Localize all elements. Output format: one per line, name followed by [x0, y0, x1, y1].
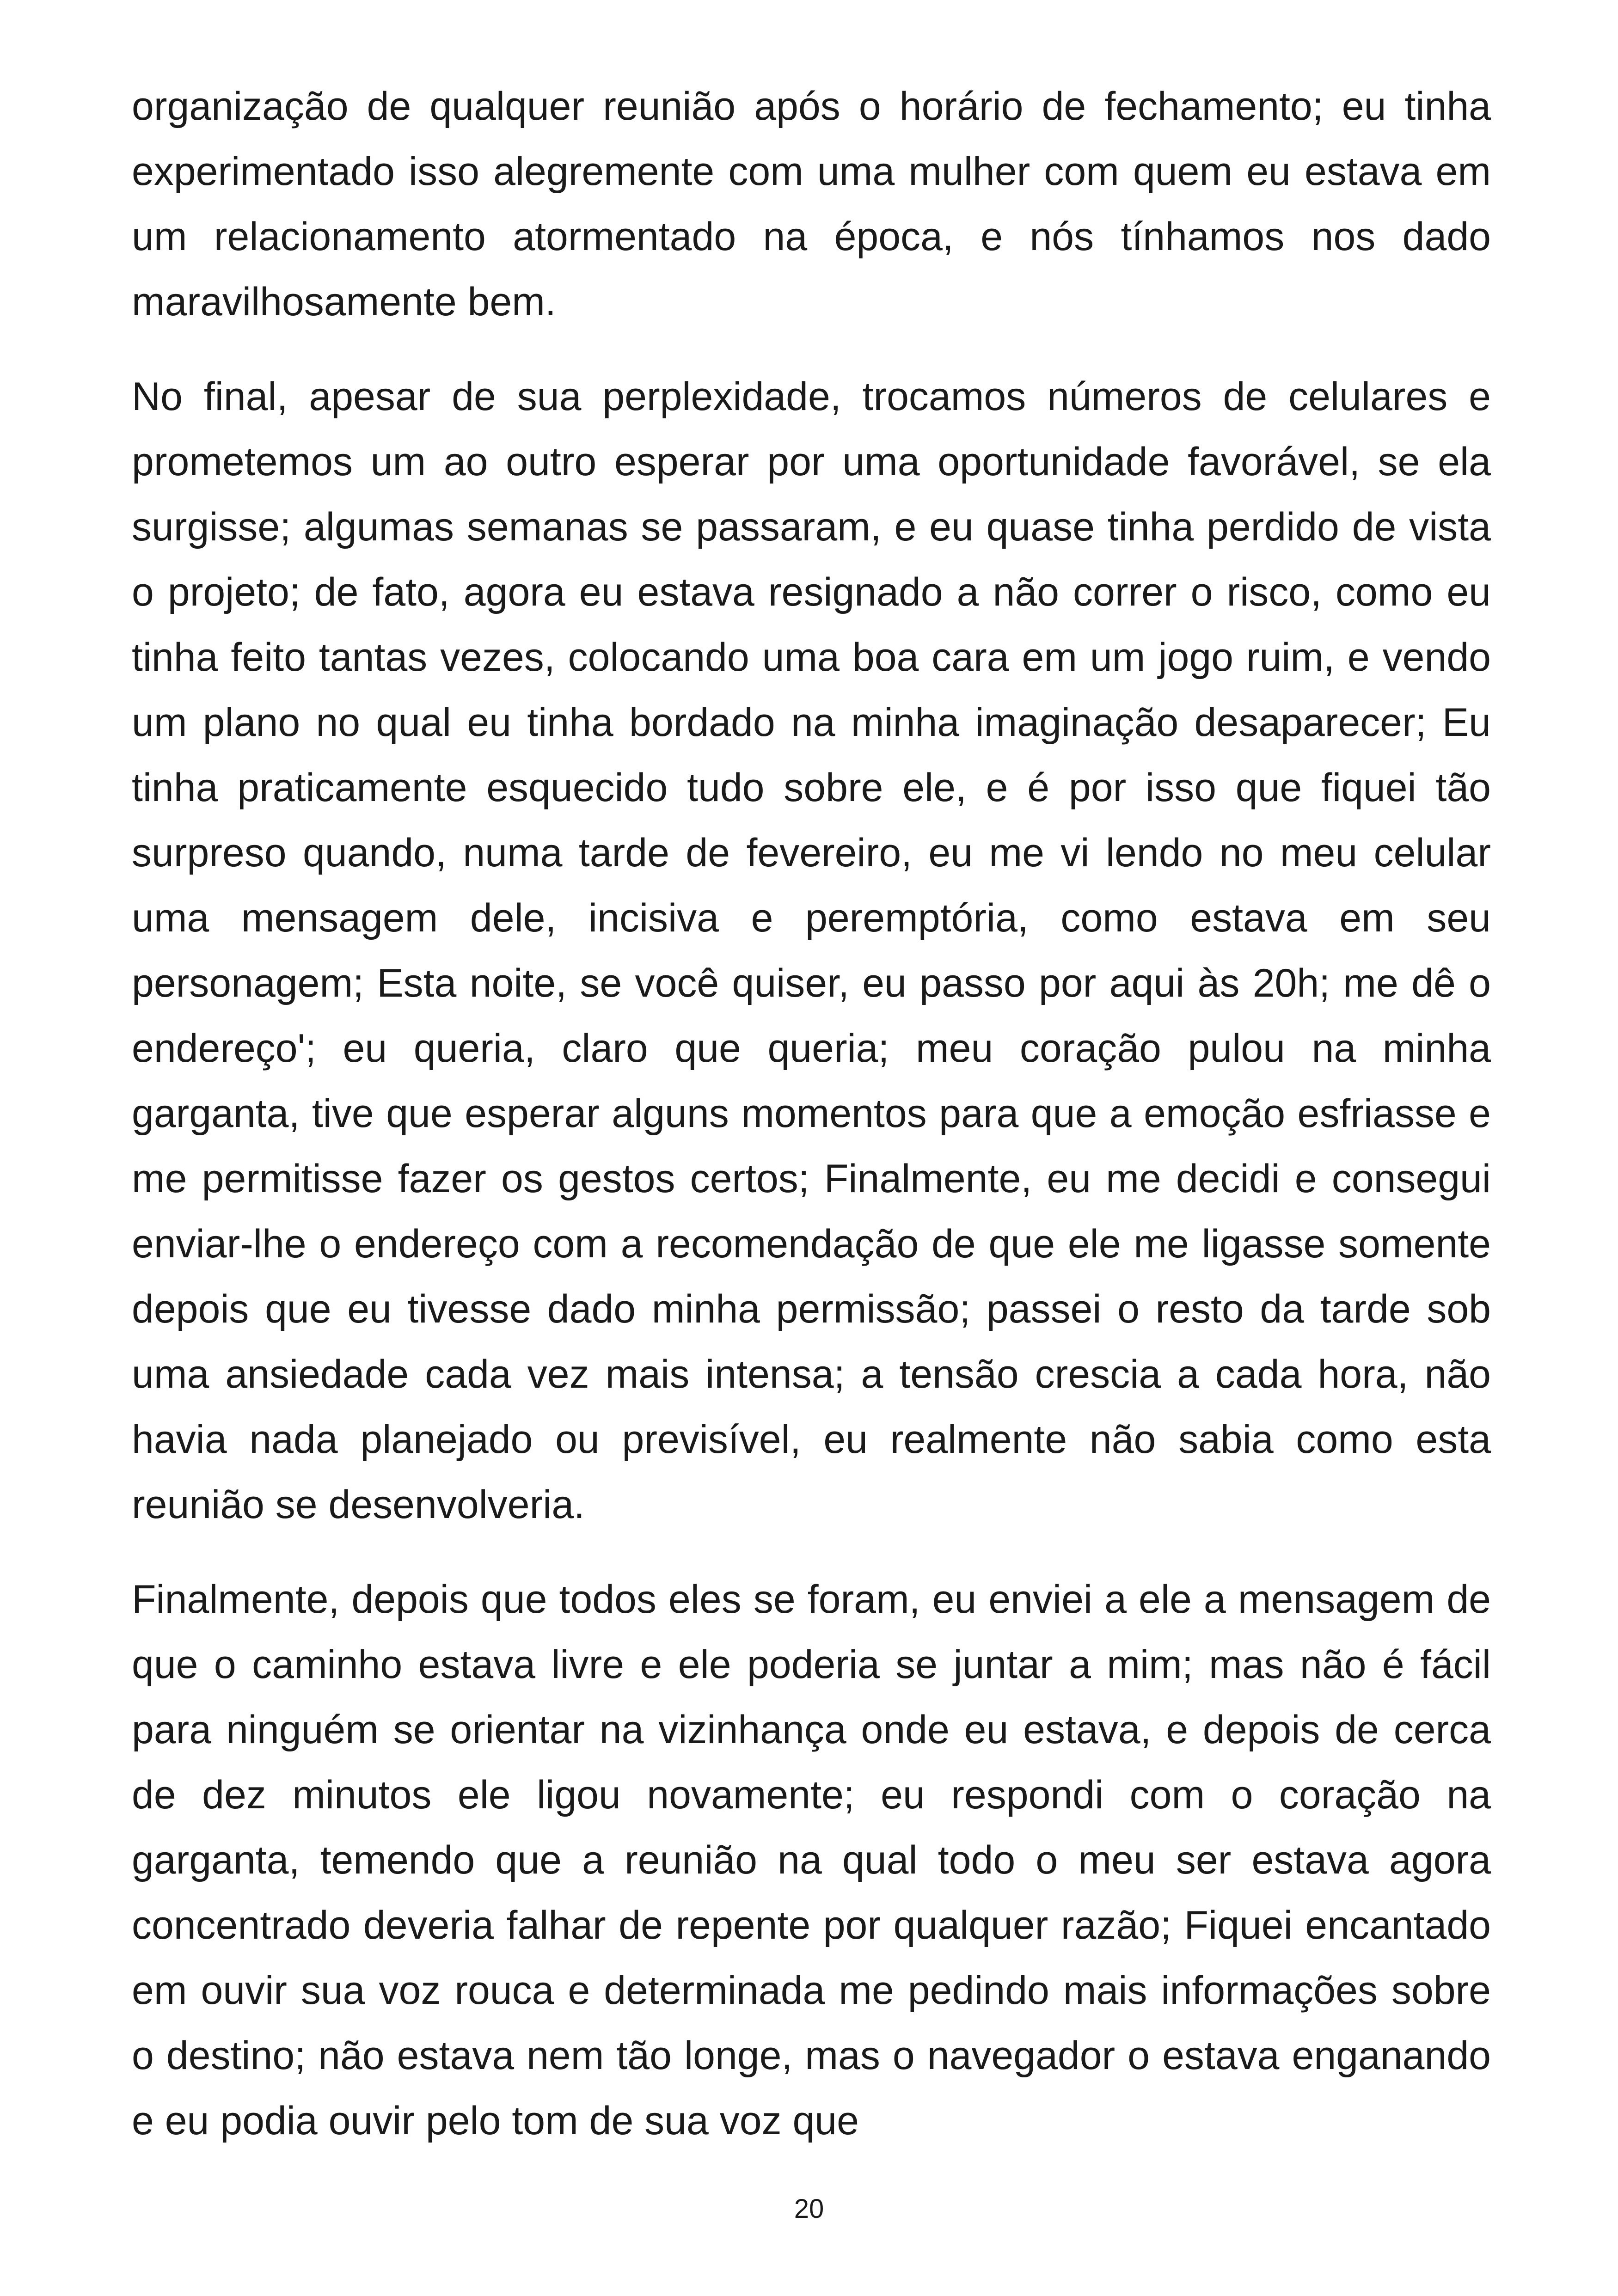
paragraph-3: Finalmente, depois que todos eles se foram, eu enviei a ele a mensagem de que o caminho estava livre e ele poderia se juntar a mim; mas não é fácil para ninguém se orientar na vizinhança onde eu estava, e depois de cerca de dez minutos ele ligou novamente; eu respondi com o coração na garganta, temendo que a reunião na qual todo o meu ser estava agora concentrado deveria falhar de repente por qualquer razão; Fiquei encantado em ouvir sua voz rouca e determinada me pedindo mais informações sobre o destino; não estava nem tão longe, mas o navegador o estava enganando e eu podia ouvir pelo tom de sua voz que [132, 1577, 1491, 2143]
body-text [132, 74, 1491, 2183]
paragraph-1: organização de qualquer reunião após o horário de fechamento; eu tinha experimentado isso alegremente com uma mulher com quem eu estava em um relacionamento atormentado na época, e nós tínhamos nos dado maravilhosamente bem. [132, 84, 1491, 324]
page-number: 20 [794, 2194, 824, 2224]
paragraph-2: No final, apesar de sua perplexidade, trocamos números de celulares e prometemos um ao outro esperar por uma oportunidade favorável, se ela surgisse; algumas semanas se passaram, e eu quase tinha perdido de vista o projeto; de fato, agora eu estava resignado a não correr o risco, como eu tinha feito tantas vezes, colocando uma boa cara em um jogo ruim, e vendo um plano no qual eu tinha bordado na minha imaginação desaparecer; Eu tinha praticamente esquecido tudo sobre ele, e é por isso que fiquei tão surpreso quando, numa tarde de fevereiro, eu me vi lendo no meu celular uma mensagem dele, incisiva e peremptória, como estava em seu personagem; Esta noite, se você quiser, eu passo por aqui às 20h; me dê o endereço'; eu queria, claro que queria; meu coração pulou na minha garganta, tive que esperar alguns momentos para que a emoção esfriasse e me permitisse fazer os gestos certos; Finalmente, eu me decidi e consegui enviar-lhe o endereço com a recomendação de que ele me ligasse somente depois que eu tivesse dado minha permissão; passei o resto da tarde sob uma ansiedade cada vez mais intensa; a tensão crescia a cada hora, não havia nada planejado ou previsível, eu realmente não sabia como esta reunião se desenvolveria. [132, 374, 1491, 1527]
